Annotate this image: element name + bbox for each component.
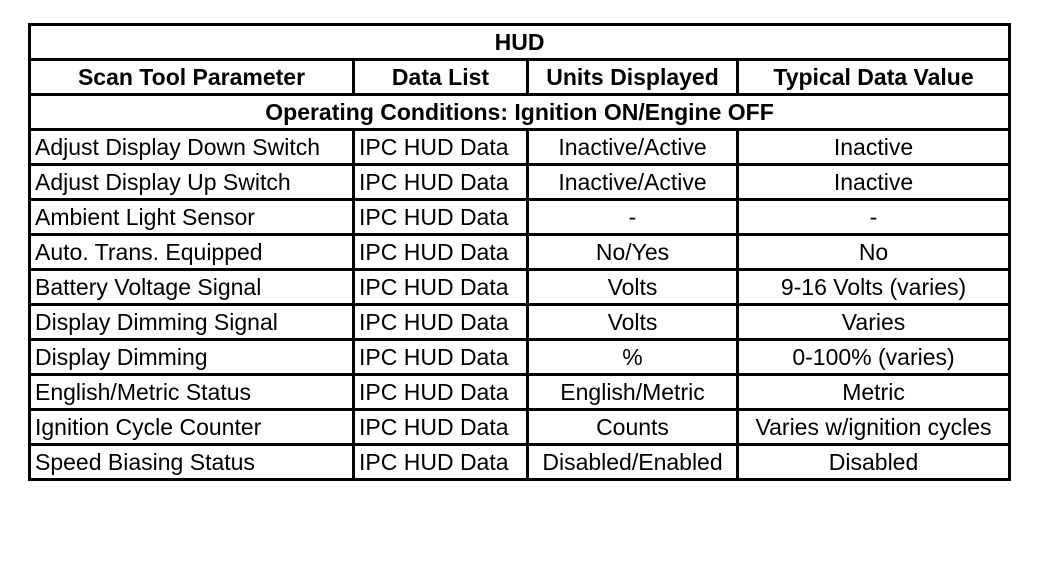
data-list-cell: IPC HUD Data [354, 305, 528, 340]
column-header-units: Units Displayed [528, 60, 738, 95]
header-row [30, 60, 1010, 95]
typical-value-cell: - [738, 200, 1010, 235]
units-cell: Volts [528, 270, 738, 305]
table-row [30, 375, 1010, 410]
parameter-cell: Display Dimming [30, 340, 354, 375]
data-list-cell: IPC HUD Data [354, 270, 528, 305]
table-row [30, 305, 1010, 340]
typical-value-cell: Inactive [738, 165, 1010, 200]
title-row [30, 25, 1010, 60]
table-row [30, 200, 1010, 235]
data-list-cell: IPC HUD Data [354, 340, 528, 375]
parameter-cell: Adjust Display Up Switch [30, 165, 354, 200]
units-cell: Disabled/Enabled [528, 445, 738, 480]
column-header-typical-value: Typical Data Value [738, 60, 1010, 95]
typical-value-cell: Varies w/ignition cycles [738, 410, 1010, 445]
section-row [30, 95, 1010, 130]
units-cell: Volts [528, 305, 738, 340]
units-cell: Counts [528, 410, 738, 445]
units-cell: Inactive/Active [528, 165, 738, 200]
typical-value-cell: Metric [738, 375, 1010, 410]
hud-data-table [28, 23, 1011, 481]
table-row [30, 235, 1010, 270]
column-header-parameter: Scan Tool Parameter [30, 60, 354, 95]
table-row [30, 130, 1010, 165]
parameter-cell: Adjust Display Down Switch [30, 130, 354, 165]
section-heading: Operating Conditions: Ignition ON/Engine OFF [30, 95, 1010, 130]
parameter-cell: Battery Voltage Signal [30, 270, 354, 305]
parameter-cell: Ambient Light Sensor [30, 200, 354, 235]
typical-value-cell: No [738, 235, 1010, 270]
parameter-cell: Display Dimming Signal [30, 305, 354, 340]
column-header-data-list: Data List [354, 60, 528, 95]
table-row [30, 340, 1010, 375]
data-list-cell: IPC HUD Data [354, 130, 528, 165]
data-list-cell: IPC HUD Data [354, 375, 528, 410]
table-row [30, 165, 1010, 200]
typical-value-cell: Disabled [738, 445, 1010, 480]
table-body [30, 130, 1010, 480]
table-row [30, 270, 1010, 305]
data-list-cell: IPC HUD Data [354, 445, 528, 480]
units-cell: No/Yes [528, 235, 738, 270]
units-cell: - [528, 200, 738, 235]
typical-value-cell: 9-16 Volts (varies) [738, 270, 1010, 305]
typical-value-cell: 0-100% (varies) [738, 340, 1010, 375]
data-list-cell: IPC HUD Data [354, 200, 528, 235]
parameter-cell: Auto. Trans. Equipped [30, 235, 354, 270]
parameter-cell: Ignition Cycle Counter [30, 410, 354, 445]
units-cell: English/Metric [528, 375, 738, 410]
data-list-cell: IPC HUD Data [354, 235, 528, 270]
table-title: HUD [30, 25, 1010, 60]
typical-value-cell: Inactive [738, 130, 1010, 165]
table-row [30, 445, 1010, 480]
units-cell: % [528, 340, 738, 375]
table-row [30, 410, 1010, 445]
typical-value-cell: Varies [738, 305, 1010, 340]
data-list-cell: IPC HUD Data [354, 410, 528, 445]
units-cell: Inactive/Active [528, 130, 738, 165]
parameter-cell: Speed Biasing Status [30, 445, 354, 480]
parameter-cell: English/Metric Status [30, 375, 354, 410]
data-list-cell: IPC HUD Data [354, 165, 528, 200]
